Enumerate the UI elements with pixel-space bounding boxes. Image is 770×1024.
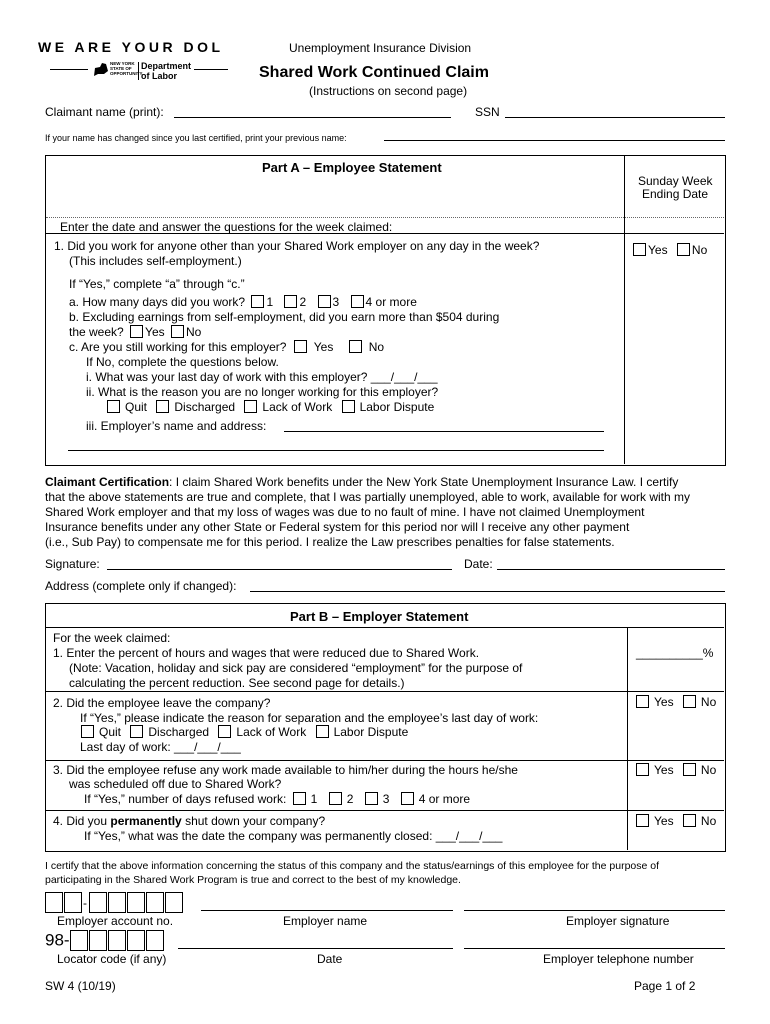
- pb-q2-reasons: [78, 725, 408, 739]
- logo-state-mark: [92, 60, 144, 80]
- cert-line2: that the above statements are true and complete, that I was partially unemployed, able to work, available for work with my: [45, 490, 690, 504]
- qc-ii: ii. What is the reason you are no longer working for this employer?: [86, 385, 439, 399]
- pb-q2-lack-checkbox[interactable]: [218, 725, 231, 738]
- signature-label: Signature:: [45, 557, 100, 571]
- pb-q2-yes-checkbox[interactable]: [636, 695, 649, 708]
- pb-q3-label: If “Yes,” number of days refused work:: [84, 792, 287, 806]
- emp-cert-line1: I certify that the above information concerning the status of this company and the status/earnings of this employee for the purpose of: [45, 860, 660, 872]
- pb-q3-answer: [633, 763, 716, 777]
- locator-row: [45, 930, 165, 952]
- pb-q2-dispute-checkbox[interactable]: [316, 725, 329, 738]
- cert-line1-text: : I claim Shared Work benefits under the New York State Unemployment Insurance Law. I certify: [169, 475, 679, 489]
- pb-q2-yes-label: Yes: [654, 695, 674, 709]
- part-b-title-rule: [46, 627, 724, 628]
- week-header-2: Ending Date: [642, 187, 709, 201]
- logo-rule-left: [50, 69, 88, 70]
- locator-digit[interactable]: [89, 930, 107, 951]
- q1-if-yes: If “Yes,” complete “a” through “c.”: [69, 277, 245, 291]
- account-digit[interactable]: [146, 892, 164, 913]
- qc-no-checkbox[interactable]: [349, 340, 362, 353]
- qb-line1: b. Excluding earnings from self-employment, did you earn more than $504 during: [69, 310, 500, 324]
- pb-q2-quit-label: Quit: [99, 725, 122, 739]
- address-field[interactable]: [250, 591, 725, 592]
- account-digit[interactable]: [108, 892, 126, 913]
- pb-q4-line2: If “Yes,” what was the date the company was permanently closed: ___/___/___: [84, 829, 503, 843]
- pb-q3-1-checkbox[interactable]: [293, 792, 306, 805]
- pb-q3-4-label: 4 or more: [418, 792, 471, 806]
- reason-dispute-checkbox[interactable]: [342, 400, 355, 413]
- qa-1-label: 1: [266, 295, 274, 309]
- account-digit[interactable]: [89, 892, 107, 913]
- reason-quit-label: Quit: [125, 400, 148, 414]
- part-a-divider: [624, 156, 625, 464]
- date-signed-field[interactable]: [178, 948, 453, 949]
- qb-label: the week?: [69, 325, 124, 339]
- qc-i: i. What was your last day of work with this employer? ___/___/___: [86, 370, 438, 384]
- locator-digit[interactable]: [70, 930, 88, 951]
- qa-3-label: 3: [332, 295, 340, 309]
- qa-row: [69, 295, 417, 309]
- form-id: SW 4 (10/19): [45, 979, 116, 993]
- employer-signature-label: Employer signature: [566, 914, 670, 928]
- reason-lack-checkbox[interactable]: [244, 400, 257, 413]
- date-field[interactable]: [497, 569, 725, 570]
- account-digit[interactable]: [64, 892, 82, 913]
- employer-account-boxes[interactable]: -: [45, 892, 184, 914]
- ssn-label: SSN: [475, 105, 500, 119]
- pb-q3-1-label: 1: [310, 792, 318, 806]
- account-digit[interactable]: [45, 892, 63, 913]
- qa-2-checkbox[interactable]: [284, 295, 297, 308]
- pb-q4-line1: [53, 814, 325, 828]
- employer-name-address-field[interactable]: [284, 431, 604, 432]
- pb-q3-4-checkbox[interactable]: [401, 792, 414, 805]
- q1-line2: (This includes self-employment.): [69, 254, 242, 268]
- pb-q4-no-checkbox[interactable]: [683, 814, 696, 827]
- cert-line5: (i.e., Sub Pay) to compensate me for this period. I realize the Law prescribes penalties for false statements.: [45, 535, 615, 549]
- pb-q4-no-label: No: [700, 814, 717, 828]
- pb-q4-prefix: 4. Did you: [53, 814, 111, 828]
- pb-q2-discharged-checkbox[interactable]: [130, 725, 143, 738]
- pb-q2-dispute-label: Labor Dispute: [333, 725, 409, 739]
- slogan: WE ARE YOUR DOL: [38, 39, 224, 55]
- part-b-title: Part B – Employer Statement: [290, 609, 469, 624]
- qa-4-checkbox[interactable]: [351, 295, 364, 308]
- reason-discharged-checkbox[interactable]: [156, 400, 169, 413]
- pb-q2-answer: [633, 695, 716, 709]
- employer-signature-field[interactable]: [464, 910, 725, 911]
- pb-q1-line3: calculating the percent reduction. See second page for details.): [69, 676, 405, 690]
- qc-yes-label: Yes: [313, 340, 334, 354]
- pb-q2-lack-label: Lack of Work: [236, 725, 307, 739]
- logo-dept: Department of Labor: [141, 61, 192, 81]
- week-header-1: Sunday Week: [638, 174, 713, 188]
- reason-lack-label: Lack of Work: [262, 400, 333, 414]
- qc-label: c. Are you still working for this employer?: [69, 340, 287, 354]
- pb-for-week: For the week claimed:: [53, 631, 171, 645]
- qa-2-label: 2: [299, 295, 307, 309]
- qb-line2: [69, 325, 201, 339]
- part-b-rule-3: [46, 810, 724, 811]
- form-title: Shared Work Continued Claim: [259, 64, 489, 81]
- previous-name-field[interactable]: [384, 140, 725, 141]
- claimant-name-field[interactable]: [174, 117, 451, 118]
- pb-q3-2-label: 2: [346, 792, 354, 806]
- cert-line4: Insurance benefits under any other State or Federal system for this period nor will I receive any other payment: [45, 520, 630, 534]
- pb-q2-no-checkbox[interactable]: [683, 695, 696, 708]
- part-b-divider: [627, 628, 628, 850]
- ny-map-icon: [92, 62, 110, 78]
- qc-if-no: If No, complete the questions below.: [86, 355, 279, 369]
- pb-q2-line2: If “Yes,” please indicate the reason for separation and the employee’s last day of work:: [80, 711, 539, 725]
- cert-lead: Claimant Certification: [45, 475, 170, 489]
- pb-q3-no-checkbox[interactable]: [683, 763, 696, 776]
- qc-reasons: [104, 400, 434, 414]
- pb-q3-3-checkbox[interactable]: [365, 792, 378, 805]
- locator-label: Locator code (if any): [57, 952, 167, 966]
- qc-no-label: No: [368, 340, 385, 354]
- division: Unemployment Insurance Division: [289, 41, 472, 55]
- pb-q3-no-label: No: [700, 763, 717, 777]
- pb-q3-yes-checkbox[interactable]: [636, 763, 649, 776]
- pb-q4-yes-label: Yes: [654, 814, 674, 828]
- qc-iii: iii. Employer’s name and address:: [86, 419, 267, 433]
- part-a-intro-rule: [46, 217, 724, 218]
- q1-no-label: No: [691, 243, 708, 257]
- percent-field[interactable]: __________%: [636, 646, 714, 660]
- part-a-intro: Enter the date and answer the questions for the week claimed:: [60, 220, 393, 234]
- account-digit[interactable]: [127, 892, 145, 913]
- date-signed-label: Date: [317, 952, 343, 966]
- q1-yes-label: Yes: [648, 243, 668, 257]
- part-a-title: Part A – Employee Statement: [262, 160, 442, 175]
- locator-digit[interactable]: [146, 930, 164, 951]
- qb-yes-label: Yes: [145, 325, 165, 339]
- cert-line3: Shared Work employer and that my loss of wages was due to no fault of mine. I have not claimed Unemployment: [45, 505, 645, 519]
- part-b-rule-1: [46, 691, 724, 692]
- pb-q3-2-checkbox[interactable]: [329, 792, 342, 805]
- q1-no-checkbox[interactable]: [677, 243, 690, 256]
- pb-q2-no-label: No: [700, 695, 717, 709]
- pb-q2-discharged-label: Discharged: [148, 725, 210, 739]
- pb-q1-line2: (Note: Vacation, holiday and sick pay are considered “employment” for the purpose of: [69, 661, 523, 675]
- pb-q2-line1: 2. Did the employee leave the company?: [53, 696, 271, 710]
- qb-yes-checkbox[interactable]: [130, 325, 143, 338]
- pb-q2-last-day: Last day of work: ___/___/___: [80, 740, 241, 754]
- employer-name-label: Employer name: [283, 914, 368, 928]
- pb-q3-line1: 3. Did the employee refuse any work made available to him/her during the hours he/she: [53, 763, 518, 777]
- pb-q1-line1: 1. Enter the percent of hours and wages that were reduced due to Shared Work.: [53, 646, 480, 660]
- q1-line1: 1. Did you work for anyone other than your Shared Work employer on any day in the week?: [54, 239, 540, 253]
- logo-rule-right: [194, 69, 228, 70]
- address-label: Address (complete only if changed):: [45, 579, 237, 593]
- employer-phone-field[interactable]: [464, 948, 725, 949]
- q1-answer: [630, 243, 707, 257]
- locator-digit[interactable]: [127, 930, 145, 951]
- pb-q2-quit-checkbox[interactable]: [81, 725, 94, 738]
- qb-no-checkbox[interactable]: [171, 325, 184, 338]
- reason-dispute-label: Labor Dispute: [359, 400, 435, 414]
- qa-1-checkbox[interactable]: [251, 295, 264, 308]
- qc-row: [69, 340, 384, 354]
- pb-q3-yes-label: Yes: [654, 763, 674, 777]
- previous-name-label: If your name has changed since you last certified, print your previous name:: [45, 133, 347, 143]
- logo-state: NEW YORK STATE OF OPPORTUNITY.: [110, 61, 144, 76]
- q1-yes-checkbox[interactable]: [633, 243, 646, 256]
- date-label: Date:: [464, 557, 493, 571]
- employer-phone-label: Employer telephone number: [543, 952, 694, 966]
- page-number: Page 1 of 2: [634, 979, 696, 993]
- part-b-rule-2: [46, 760, 724, 761]
- pb-q3-line3: [84, 792, 470, 806]
- claimant-name-label: Claimant name (print):: [45, 105, 164, 119]
- pb-q4-yes-checkbox[interactable]: [636, 814, 649, 827]
- qa-3-checkbox[interactable]: [318, 295, 331, 308]
- pb-q3-line2: was scheduled off due to Shared Work?: [69, 777, 282, 791]
- qc-yes-checkbox[interactable]: [294, 340, 307, 353]
- pb-q4-bold: permanently: [110, 814, 182, 828]
- signature-field[interactable]: [107, 569, 452, 570]
- locator-prefix: 98-: [45, 930, 70, 950]
- cert-line1: [45, 475, 678, 489]
- account-digit[interactable]: [165, 892, 183, 913]
- logo-divider: [138, 62, 139, 80]
- form-subtitle: (Instructions on second page): [309, 84, 468, 98]
- employer-account-label: Employer account no.: [57, 914, 174, 928]
- pb-q4-answer: [633, 814, 716, 828]
- employer-name-address-field-2[interactable]: [68, 450, 604, 451]
- pb-q4-suffix: shut down your company?: [181, 814, 326, 828]
- emp-cert-line2: participating in the Shared Work Program is true and correct to the best of my knowledge.: [45, 874, 461, 886]
- qa-4-label: 4 or more: [365, 295, 417, 309]
- ssn-field[interactable]: [505, 117, 725, 118]
- qa-label: a. How many days did you work?: [69, 295, 246, 309]
- pb-q3-3-label: 3: [382, 792, 390, 806]
- employer-name-field[interactable]: [201, 910, 453, 911]
- reason-quit-checkbox[interactable]: [107, 400, 120, 413]
- qb-no-label: No: [185, 325, 202, 339]
- reason-discharged-label: Discharged: [174, 400, 236, 414]
- locator-digit[interactable]: [108, 930, 126, 951]
